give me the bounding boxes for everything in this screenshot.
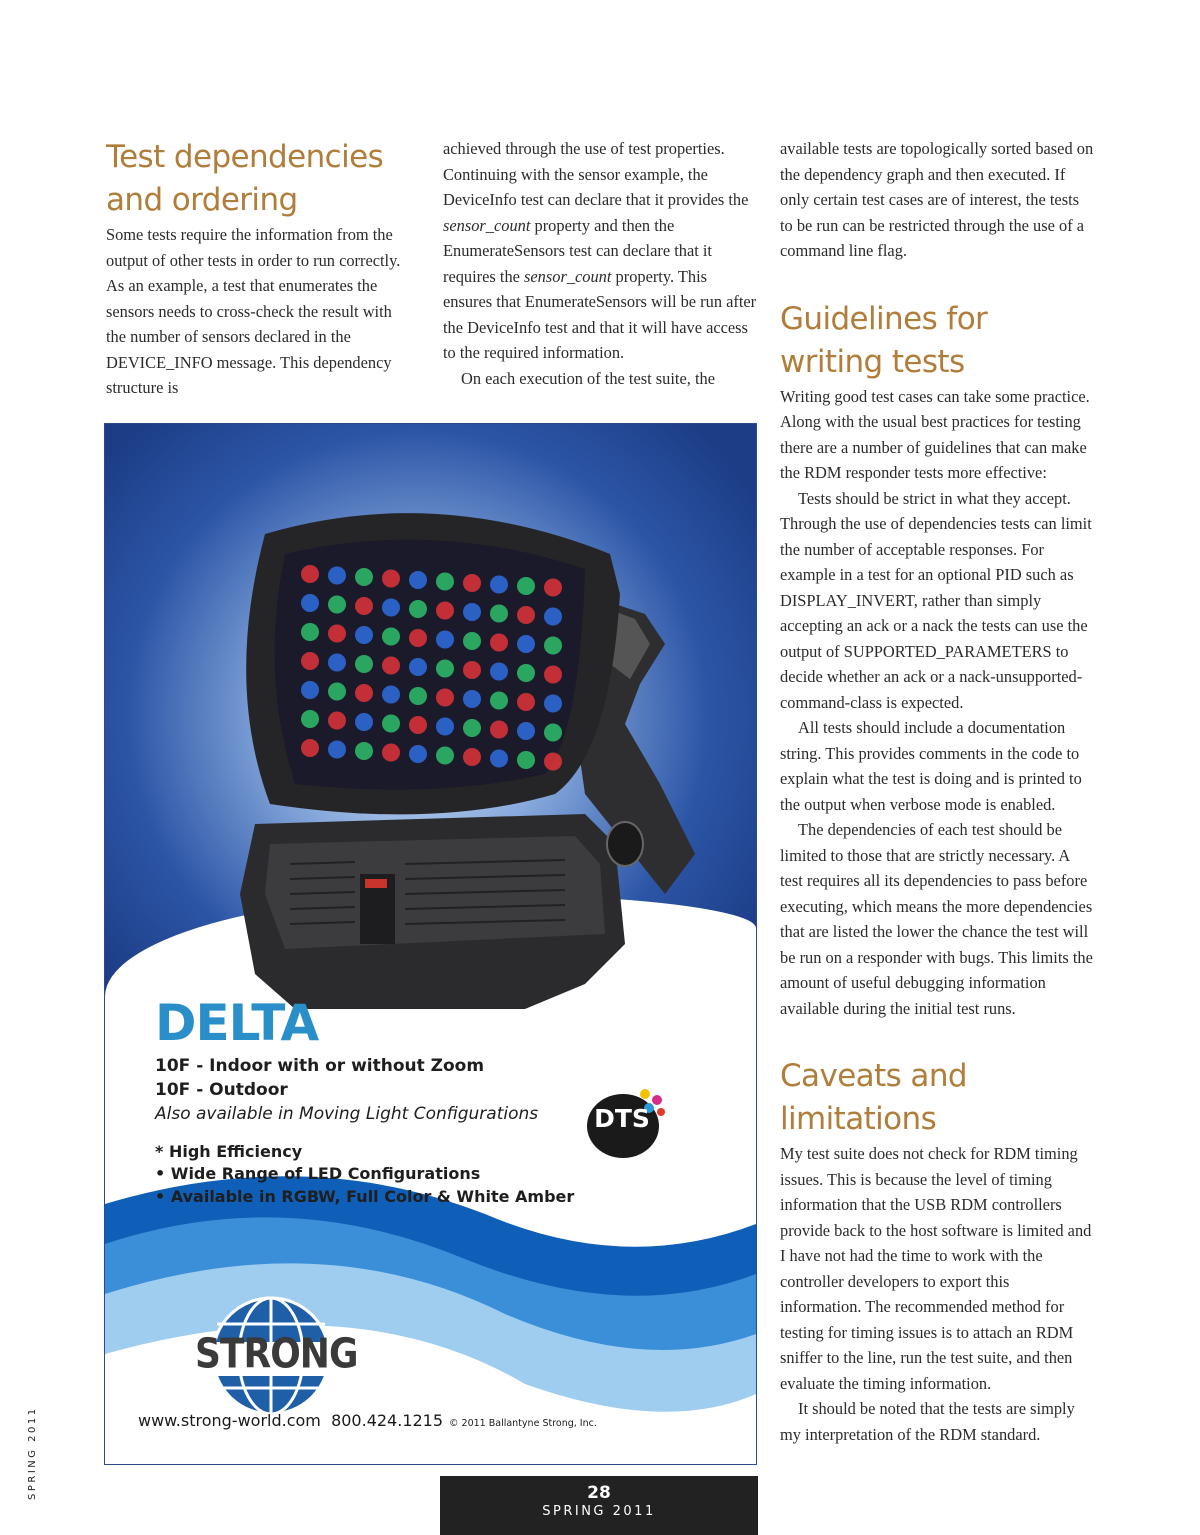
feature-item: * High Efficiency [155,1142,303,1161]
led-dot [301,623,319,641]
led-dot [463,632,481,650]
copyright-text: © 2011 Ballantyne Strong, Inc. [449,1418,597,1429]
spacer [780,1021,1094,1055]
section-heading-test-dependencies [106,136,406,222]
led-dot [463,690,481,708]
led-dot [382,744,400,762]
phone-text: 800.424.1215 [331,1411,444,1430]
strong-brand-text: STRONG [195,1330,358,1379]
led-dot [436,602,454,620]
led-dot [544,666,562,684]
led-dot [355,684,373,702]
led-dot [301,652,319,670]
led-dot [382,599,400,617]
led-dot [463,719,481,737]
led-dot [490,605,508,623]
heading-line: Test dependencies [106,139,384,175]
led-dot [409,571,427,589]
led-dot [517,693,535,711]
led-dot [436,573,454,591]
led-dot [301,739,319,757]
led-dot [382,686,400,704]
paragraph: The dependencies of each test should be limited to those that are strictly necessary. A test requires all its dependencies to pass before executing, which means the more dependencies that are listed the lower the chance the test will be run on a responder with bugs. This limits the amount of useful debugging information available during the initial test runs. [780,820,1093,1018]
led-dot [517,751,535,769]
led-dot [409,658,427,676]
led-dot [301,565,319,583]
paragraph: My test suite does not check for RDM timing issues. This is because the level of timing information that the USB RDM controllers provide back to the host software is limited and I have not had the time to work with the controller developers to export this information. The recommended method for testing for timing issues is to attach an RDM sniffer to the line, run the test suite, and then evaluate the timing information. [780,1144,1092,1393]
paragraph: available tests are topologically sorted based on the dependency graph and then executed. If only certain test cases are of interest, the tests to be run can be restricted through the use of a command line flag. [780,139,1094,260]
ad-contact-line [138,1411,597,1430]
paragraph [443,136,757,366]
led-dot [517,606,535,624]
led-fixture-image [105,424,756,1044]
led-dot [544,753,562,771]
product-name: DELTA [155,994,319,1052]
spacer [780,264,1094,298]
led-dot [328,596,346,614]
paragraph: It should be noted that the tests are simply my interpretation of the RDM standard. [780,1399,1075,1444]
led-dot [517,664,535,682]
led-dot [409,600,427,618]
led-dot [490,721,508,739]
led-dot [436,718,454,736]
paragraph: All tests should include a documentation string. This provides comments in the code to explain what the test is doing and is printed to the output when verbose mode is enabled. [780,718,1082,814]
led-dot [409,629,427,647]
led-dot [409,745,427,763]
heading-line: Guidelines for [780,300,988,337]
led-dot [517,635,535,653]
led-dot [328,712,346,730]
led-dot [328,683,346,701]
led-dot [301,594,319,612]
led-dot [355,626,373,644]
led-dot [355,597,373,615]
led-dot [490,663,508,681]
text-run: achieved through the use of test properties. Continuing with the sensor example, the DeviceInfo test can declare that it provides the [443,139,749,209]
dts-logo-text: DTS [594,1104,650,1133]
led-dot [436,747,454,765]
led-dot [328,567,346,585]
website-text: www.strong-world.com [138,1411,321,1430]
led-dot [328,741,346,759]
led-dot [436,631,454,649]
text-run: property. This ensures that EnumerateSensors will be run after the DeviceInfo test and that it will have access to the required information. [443,266,757,362]
led-dot [409,716,427,734]
led-dot [382,657,400,675]
paragraph: On each execution of the test suite, the [461,368,715,388]
feature-item: • Available in RGBW, Full Color & White Amber [155,1187,575,1206]
column-1 [106,136,406,401]
text-run: property and then the EnumerateSensors test can declare that it requires the [443,215,712,286]
led-dot [301,681,319,699]
page-number: 28 [587,1483,611,1503]
led-dot [355,713,373,731]
paragraph: Tests should be strict in what they accept. Through the use of dependencies tests can limit the number of acceptable responses. For example in a test for an optional PID such as DISPLAY_INVERT, rather than simply accepting an ack or a nack the tests can use the output of SUPPORTED_PARAMETERS to decide whether an ack or a nack-unsupported-command-class is expected. [780,488,1092,712]
advertisement [104,423,757,1465]
led-dot [490,634,508,652]
led-dot [463,603,481,621]
led-dot [382,628,400,646]
paragraph: Some tests require the information from the output of other tests in order to run correctly. As an example, a test that enumerates the sensors needs to cross-check the result with the number of sensors declared in the DEVICE_INFO message. This dependency structure is [106,225,401,397]
product-line: 10F - Indoor with or without Zoom [155,1056,485,1076]
column-2 [443,136,757,391]
led-dot [355,568,373,586]
led-dot [544,608,562,626]
section-heading-caveats: Caveats and limitations [780,1058,967,1137]
heading-line: and ordering [106,182,298,218]
led-dot [409,687,427,705]
led-dot [517,577,535,595]
led-dot [328,654,346,672]
led-dot [544,724,562,742]
led-dot [517,722,535,740]
heading-line: writing tests [780,343,965,380]
section-heading-guidelines [780,298,1094,384]
issue-label: SPRING 2011 [542,1504,656,1519]
led-dot [355,655,373,673]
led-dot [490,576,508,594]
led-dot [463,661,481,679]
led-dot [490,750,508,768]
led-dot [544,695,562,713]
led-dot [463,574,481,592]
led-dot [544,579,562,597]
product-line: 10F - Outdoor [155,1080,288,1100]
led-dot [463,748,481,766]
led-dot [382,570,400,588]
page-footer [440,1476,758,1535]
led-dot [382,715,400,733]
led-dot [328,625,346,643]
italic-term: sensor_count [524,266,612,286]
led-dot [490,692,508,710]
side-issue-label: SPRING 2011 [27,1406,38,1500]
led-dot [301,710,319,728]
led-dot [544,637,562,655]
feature-item: • Wide Range of LED Configurations [155,1164,481,1183]
product-availability: Also available in Moving Light Configurations [155,1104,539,1124]
led-dot [436,689,454,707]
led-dot [436,660,454,678]
led-dot [355,742,373,760]
column-3 [780,136,1094,1447]
paragraph: Writing good test cases can take some practice. Along with the usual best practices for testing there are a number of guidelines that can make the RDM responder tests more effective: [780,386,1090,482]
italic-term: sensor_count [443,215,531,235]
